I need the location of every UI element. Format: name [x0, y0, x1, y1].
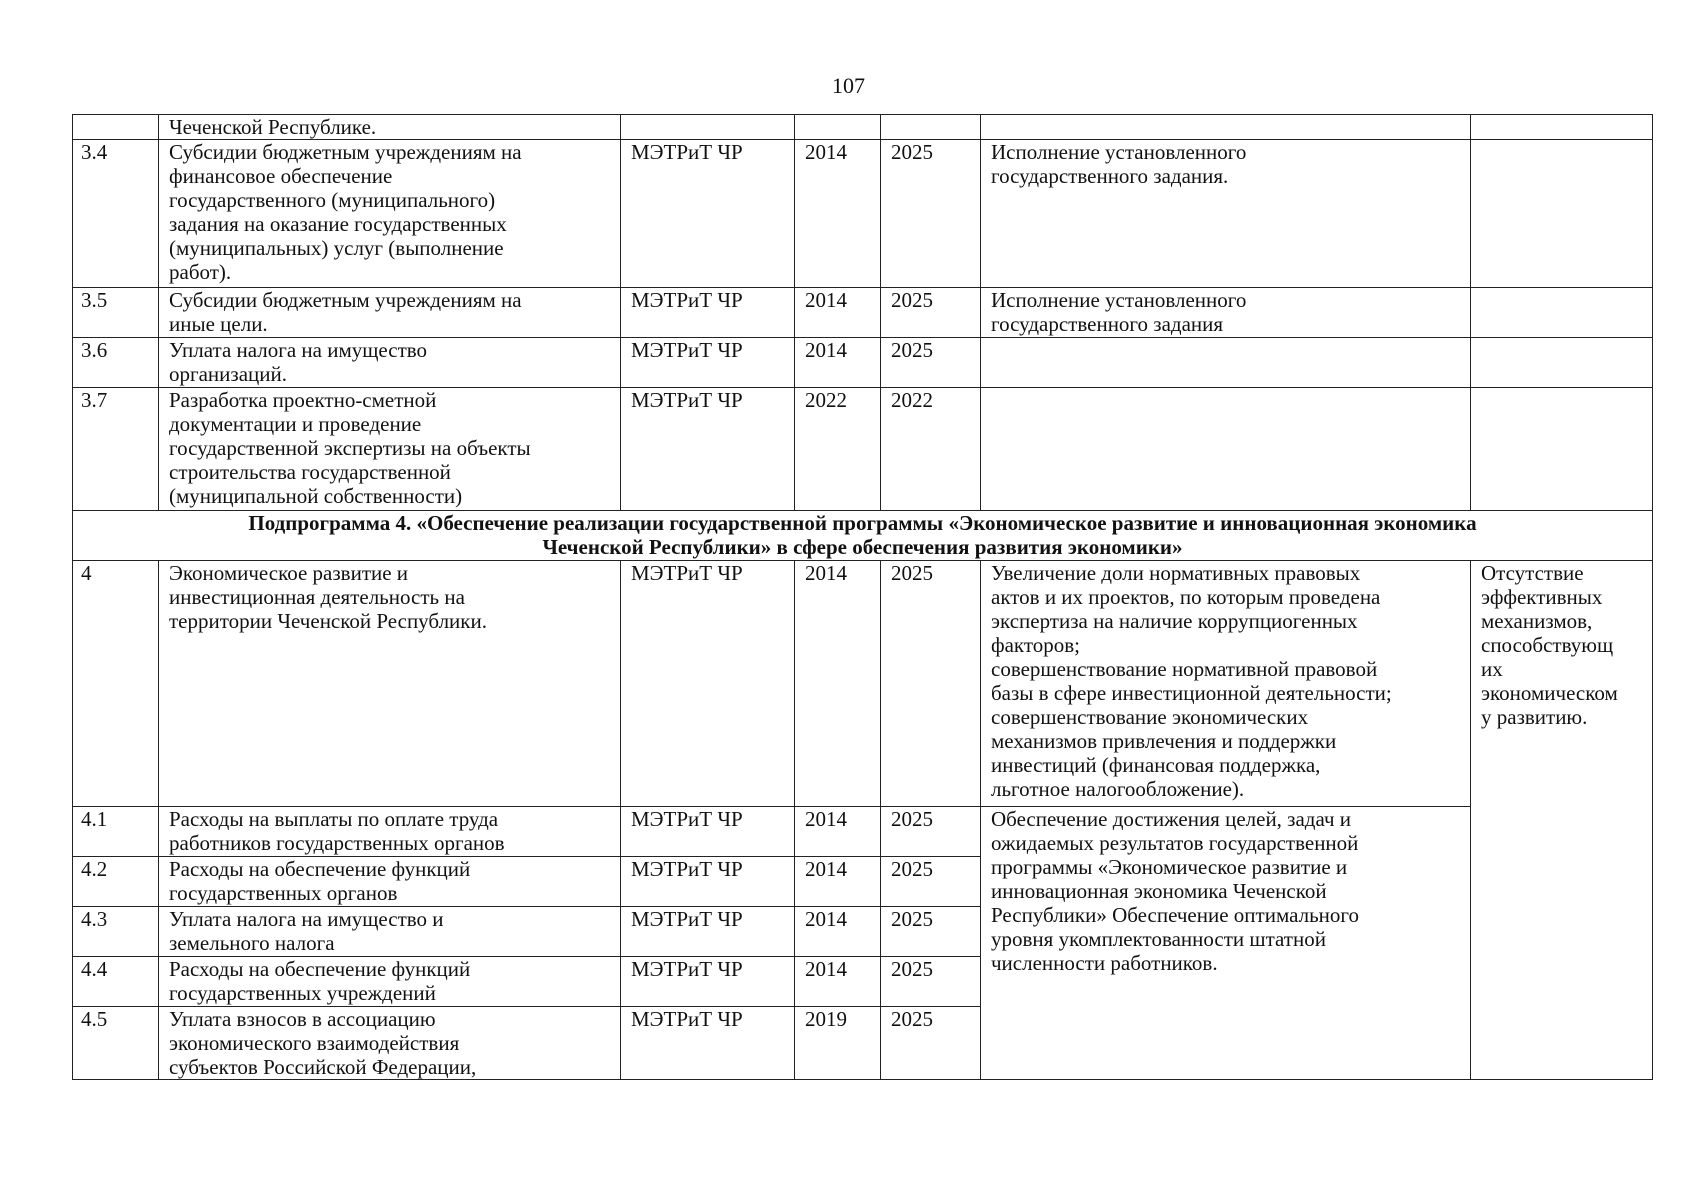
row-number: 3.6	[73, 338, 159, 388]
activity-name: Уплата налога на имущество организаций.	[159, 338, 621, 388]
consequence: Отсутствие эффективных механизмов, способствующ их экономическом у развитию.	[1471, 561, 1653, 1080]
start-year: 2014	[795, 338, 881, 388]
table-row	[73, 115, 1653, 140]
expected-result	[981, 338, 1471, 388]
expected-result	[981, 115, 1471, 140]
start-year: 2019	[795, 1007, 881, 1080]
activity-name: Субсидии бюджетным учреждениям на финансовое обеспечение государственного (муниципального) задания на оказание государственных (муниципальных) услуг (выполнение работ).	[159, 140, 621, 288]
executor: МЭТРиТ ЧР	[621, 388, 795, 511]
row-number: 3.4	[73, 140, 159, 288]
expected-result: Обеспечение достижения целей, задач и ожидаемых результатов государственной программы «Экономическое развитие и инновационная экономика Чеченской Республики» Обеспечение оптимального уровня укомплектованности штатной численности работников.	[981, 807, 1471, 1080]
consequence	[1471, 140, 1653, 288]
end-year: 2025	[881, 288, 981, 338]
program-activities-table	[72, 114, 1653, 1080]
page-number: 107	[832, 73, 865, 98]
start-year: 2014	[795, 807, 881, 857]
expected-result: Исполнение установленного государственного задания.	[981, 140, 1471, 288]
activity-name: Расходы на обеспечение функций государственных учреждений	[159, 957, 621, 1007]
activity-name: Разработка проектно-сметной документации и проведение государственной экспертизы на объекты строительства государственной (муниципальной собственности)	[159, 388, 621, 511]
table-row	[73, 288, 1653, 338]
executor: МЭТРиТ ЧР	[621, 338, 795, 388]
executor: МЭТРиТ ЧР	[621, 288, 795, 338]
row-number: 4.4	[73, 957, 159, 1007]
consequence	[1471, 338, 1653, 388]
end-year: 2025	[881, 957, 981, 1007]
executor: МЭТРиТ ЧР	[621, 907, 795, 957]
consequence	[1471, 115, 1653, 140]
consequence	[1471, 288, 1653, 338]
table-row	[73, 561, 1653, 807]
row-number: 4	[73, 561, 159, 807]
activity-name: Расходы на выплаты по оплате труда работников государственных органов	[159, 807, 621, 857]
row-number: 4.5	[73, 1007, 159, 1080]
start-year: 2014	[795, 561, 881, 807]
subprogram-header-row	[73, 511, 1653, 561]
executor: МЭТРиТ ЧР	[621, 807, 795, 857]
expected-result: Исполнение установленного государственного задания	[981, 288, 1471, 338]
start-year	[795, 115, 881, 140]
row-number: 4.1	[73, 807, 159, 857]
executor: МЭТРиТ ЧР	[621, 957, 795, 1007]
activity-name: Субсидии бюджетным учреждениям на иные цели.	[159, 288, 621, 338]
executor: МЭТРиТ ЧР	[621, 1007, 795, 1080]
table-row	[73, 388, 1653, 511]
start-year: 2014	[795, 857, 881, 907]
start-year: 2014	[795, 957, 881, 1007]
end-year: 2025	[881, 338, 981, 388]
table-row	[73, 807, 1653, 857]
activity-name: Уплата налога на имущество и земельного налога	[159, 907, 621, 957]
executor: МЭТРиТ ЧР	[621, 857, 795, 907]
table-row	[73, 140, 1653, 288]
activity-name: Уплата взносов в ассоциацию экономического взаимодействия субъектов Российской Федерации,	[159, 1007, 621, 1080]
row-number: 3.5	[73, 288, 159, 338]
executor: МЭТРиТ ЧР	[621, 140, 795, 288]
start-year: 2022	[795, 388, 881, 511]
activity-name: Расходы на обеспечение функций государственных органов	[159, 857, 621, 907]
consequence	[1471, 388, 1653, 511]
row-number: 4.2	[73, 857, 159, 907]
activity-name: Чеченской Республике.	[159, 115, 621, 140]
end-year: 2025	[881, 857, 981, 907]
row-number: 3.7	[73, 388, 159, 511]
executor: МЭТРиТ ЧР	[621, 561, 795, 807]
executor	[621, 115, 795, 140]
end-year: 2025	[881, 1007, 981, 1080]
end-year: 2025	[881, 907, 981, 957]
table-row	[73, 338, 1653, 388]
activity-name: Экономическое развитие и инвестиционная деятельность на территории Чеченской Республики.	[159, 561, 621, 807]
end-year	[881, 115, 981, 140]
end-year: 2025	[881, 807, 981, 857]
row-number	[73, 115, 159, 140]
end-year: 2022	[881, 388, 981, 511]
end-year: 2025	[881, 561, 981, 807]
start-year: 2014	[795, 288, 881, 338]
expected-result	[981, 388, 1471, 511]
end-year: 2025	[881, 140, 981, 288]
row-number: 4.3	[73, 907, 159, 957]
subprogram-title: Подпрограмма 4. «Обеспечение реализации государственной программы «Экономическое развитие и инновационная экономика Чеченской Республики» в сфере обеспечения развития экономики»	[73, 511, 1653, 561]
start-year: 2014	[795, 140, 881, 288]
start-year: 2014	[795, 907, 881, 957]
expected-result: Увеличение доли нормативных правовых актов и их проектов, по которым проведена экспертиза на наличие коррупциогенных факторов; совершенствование нормативной правовой базы в сфере инвестиционной деятельности; совершенствование экономических механизмов привлечения и поддержки инвестиций (финансовая поддержка, льготное налогообложение).	[981, 561, 1471, 807]
